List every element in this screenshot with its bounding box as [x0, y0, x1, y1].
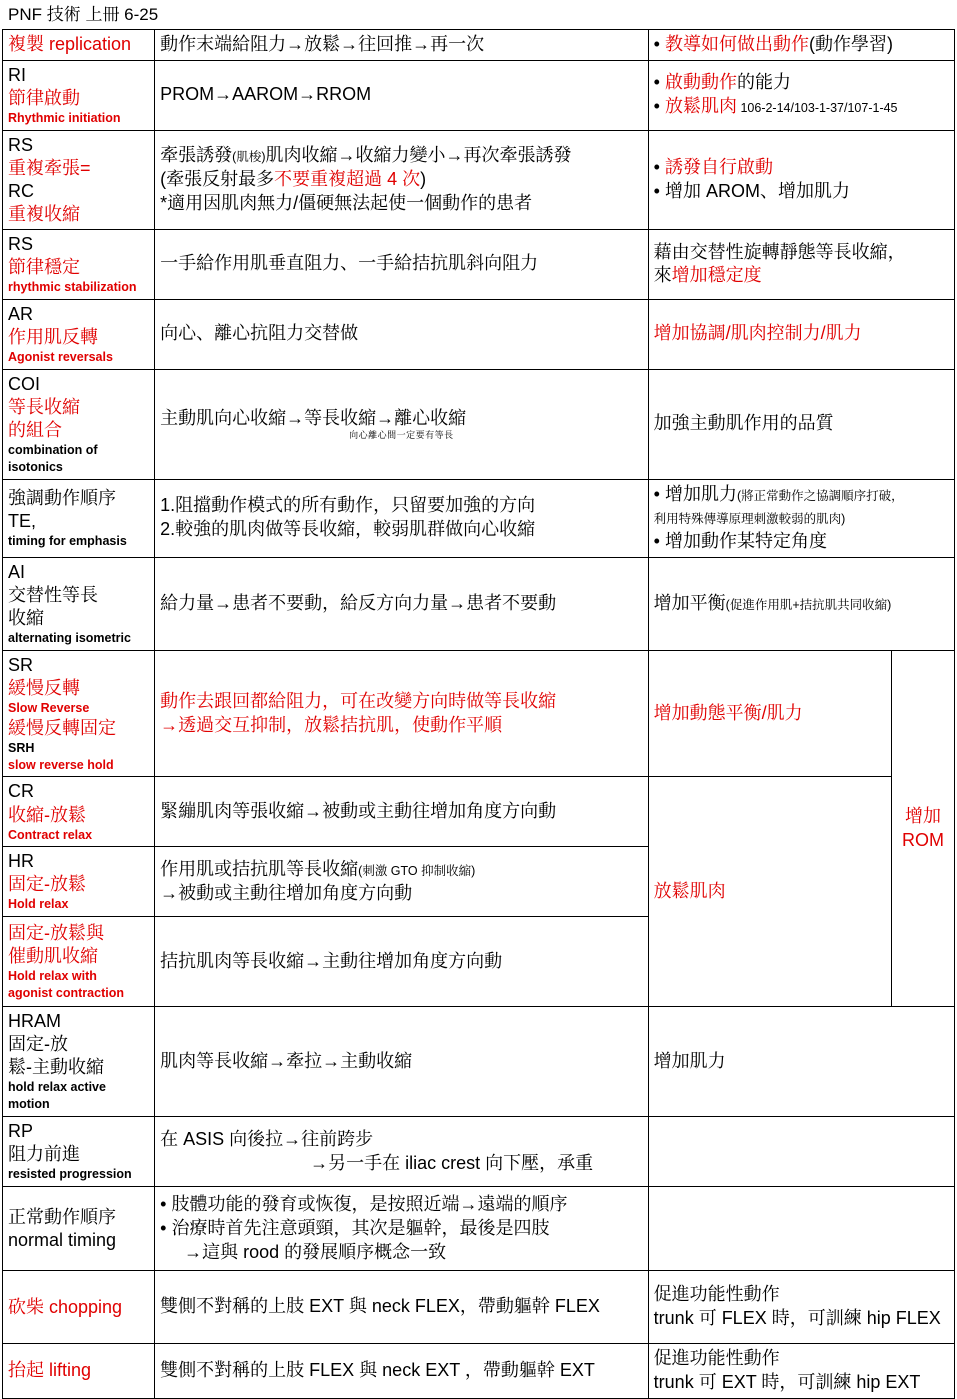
text-run: 給力量→患者不要動，給反方向力量→患者不要動 — [160, 592, 557, 613]
table-row — [3, 557, 955, 650]
term-line: agonist contraction — [8, 985, 124, 1000]
description-cell-lifting — [155, 1344, 649, 1399]
text-run: 誘發自行啟動 — [664, 157, 773, 177]
description-line — [160, 192, 643, 216]
goal-line — [654, 71, 949, 95]
goal-line — [654, 156, 949, 180]
rom-group-cell — [891, 650, 954, 1007]
term-line: 固定-放鬆 — [8, 874, 86, 895]
term-cell-slow-reverse — [3, 650, 155, 777]
term-line: Slow Reverse — [8, 700, 90, 715]
term-line: hold relax active motion — [8, 1080, 106, 1112]
term-cell-chopping — [3, 1271, 155, 1344]
term-line: 緩慢反轉 — [8, 677, 80, 698]
term-line: 阻力前進 — [8, 1144, 80, 1165]
text-run: 治療時首先注意頭頸，其次是軀幹，最後是四肢 — [171, 1217, 550, 1238]
text-run: 肢體功能的發育或恢復，是按照近端→遠端的順序 — [171, 1194, 568, 1214]
text-run: 一手給作用肌垂直阻力、一手給拮抗肌斜向阻力 — [160, 253, 539, 274]
text-run: 增加動作某特定角度 — [664, 531, 827, 552]
text-run: 雙側不對稱的上肢 FLEX 與 neck EXT ，帶動軀幹 EXT — [160, 1360, 595, 1380]
term-line: 砍柴 chopping — [8, 1296, 123, 1317]
term-line: 交替性等長 — [8, 584, 98, 605]
description-cell-replication — [155, 30, 649, 61]
text-run: →這與 rood 的發展順序概念一致 — [184, 1241, 447, 1262]
text-run: 增加協調/肌肉控制力/肌力 — [653, 323, 862, 344]
term-line: Hold relax with — [8, 969, 97, 983]
text-run: 教導如何做出動作 — [664, 34, 809, 54]
goal-line — [654, 530, 949, 554]
term-line: SR — [8, 654, 34, 675]
term-cell-repeated-stretch — [3, 130, 155, 229]
text-run: 牽張誘發 — [160, 145, 233, 166]
term-cell-alternating-isometric — [3, 557, 155, 650]
text-run: 緊繃肌肉等張收縮→被動或主動往增加角度方向動 — [160, 801, 557, 822]
table-row — [3, 130, 955, 229]
goal-cell-alternating-isometric — [648, 557, 954, 650]
description-cell-resisted-progression — [155, 1117, 649, 1187]
text-run: ) — [420, 168, 427, 189]
description-cell-hold-relax-with-agonist-contraction — [155, 917, 649, 1007]
text-run: (刺激 GTO 抑制收縮) — [358, 864, 476, 879]
term-cell-hold-relax-with-agonist-contraction — [3, 917, 155, 1007]
term-line: AI — [8, 561, 26, 582]
text-run: 向心、離心抗阻力交替做 — [160, 323, 359, 344]
description-line — [160, 322, 643, 346]
term-line: 節律穩定 — [8, 256, 80, 277]
table-row — [3, 229, 955, 299]
goal-cell-repeated-stretch — [648, 130, 954, 229]
text-run: →透過交互抑制，放鬆拮抗肌，使動作平順 — [160, 714, 503, 735]
term-line: 緩慢反轉固定 — [8, 717, 116, 738]
term-line: normal timing — [8, 1229, 117, 1250]
text-run: 的能力 — [736, 72, 791, 93]
term-line: 節律啟動 — [8, 87, 80, 108]
table-row — [3, 650, 955, 777]
table-body — [3, 30, 955, 1399]
text-run: 加強主動肌作用的品質 — [653, 413, 834, 434]
text-run: 在 ASIS 向後拉→往前跨步 — [160, 1128, 374, 1149]
text-run: 增加平衡 — [653, 592, 726, 613]
term-line: slow reverse hold — [8, 757, 114, 772]
term-line: combination of isotonics — [8, 442, 98, 474]
text-run: 不要重複超過 4 次 — [274, 168, 421, 189]
text-run: 促進功能性動作 — [653, 1348, 780, 1369]
description-cell-rhythmic-initiation — [155, 60, 649, 130]
rom-label-line1: 增加 — [904, 805, 941, 826]
term-line: RP — [8, 1121, 34, 1142]
text-run: (肌梭) — [232, 150, 266, 165]
text-run: *適用因肌肉無力/僵硬無法起使一個動作的患者 — [160, 192, 533, 213]
goal-cell-agonist-reversals — [648, 299, 954, 369]
description-line — [160, 83, 643, 107]
text-run: 來 — [653, 265, 672, 286]
description-cell-alternating-isometric — [155, 557, 649, 650]
goal-cell-combination-of-isotonics — [648, 369, 954, 479]
goal-cell-lifting — [648, 1344, 954, 1399]
description-line — [160, 252, 643, 276]
goal-line — [654, 506, 949, 530]
text-run: 增加 AROM、增加肌力 — [664, 180, 850, 201]
term-line: CR — [8, 781, 34, 802]
description-line — [160, 714, 643, 738]
term-line: RS — [8, 134, 34, 155]
goal-line — [654, 33, 949, 57]
text-run: 增加穩定度 — [671, 265, 762, 286]
goal-cell-hold-relax-active-motion — [648, 1007, 954, 1117]
goal-line — [654, 1283, 949, 1307]
text-run: 增加肌力 — [653, 1050, 726, 1071]
term-line: Contract relax — [8, 827, 93, 842]
term-line: HR — [8, 851, 34, 872]
description-line — [160, 950, 643, 974]
goal-line — [654, 702, 886, 726]
table-row — [3, 1344, 955, 1399]
term-line: 強調動作順序 — [8, 487, 116, 508]
goal-line — [654, 180, 949, 204]
text-run: 藉由交替性旋轉靜態等長收縮， — [653, 241, 906, 262]
text-run: 雙側不對稱的上肢 EXT 與 neck FLEX，帶動軀幹 FLEX — [160, 1296, 600, 1317]
description-line — [160, 1241, 643, 1265]
table-row — [3, 777, 955, 847]
description-line — [160, 592, 643, 616]
table-row — [3, 1117, 955, 1187]
table-row — [3, 299, 955, 369]
description-cell-repeated-stretch — [155, 130, 649, 229]
goal-line — [654, 483, 949, 507]
goal-cell-rhythmic-initiation — [648, 60, 954, 130]
goal-line — [654, 1050, 949, 1074]
text-run: 增加肌力 — [664, 483, 737, 504]
term-line: Rhythmic initiation — [8, 110, 121, 125]
term-line: 收縮 — [8, 607, 44, 628]
description-line — [160, 168, 643, 192]
term-line: alternating isometric — [8, 630, 131, 645]
term-line: RI — [8, 64, 26, 85]
description-line — [160, 430, 643, 441]
term-line: 重複牽張= — [8, 157, 91, 178]
term-line: 鬆-主動收縮 — [8, 1057, 104, 1078]
goal-line — [654, 592, 949, 616]
text-run: PROM→AAROM→RROM — [160, 84, 372, 105]
term-cell-timing-for-emphasis — [3, 479, 155, 557]
term-line: RS — [8, 233, 34, 254]
text-run: 2.較強的肌肉做等長收縮，較弱肌群做向心收縮 — [160, 519, 536, 540]
text-run: 106-2-14/103-1-37/107-1-45 — [736, 101, 898, 116]
text-run: (將正常動作之協調順序打破， — [736, 488, 904, 503]
term-line: 重複收縮 — [8, 203, 80, 224]
description-line — [160, 1193, 643, 1217]
term-cell-combination-of-isotonics — [3, 369, 155, 479]
term-line: resisted progression — [8, 1167, 132, 1182]
term-line: Agonist reversals — [8, 349, 113, 364]
term-line: 收縮-放鬆 — [8, 804, 86, 825]
description-line — [160, 144, 643, 168]
text-run: 促進功能性動作 — [653, 1284, 780, 1305]
term-line: Hold relax — [8, 897, 69, 912]
page-title: PNF 技術 上冊 6-25 — [8, 5, 159, 24]
term-line: 催動肌收縮 — [8, 945, 98, 966]
description-line — [160, 800, 643, 824]
goal-cell-replication — [648, 30, 954, 61]
term-cell-normal-timing — [3, 1187, 155, 1271]
description-line — [160, 518, 643, 542]
table-row — [3, 369, 955, 479]
text-run: 1.阻擋動作模式的所有動作，只留要加強的方向 — [160, 495, 536, 516]
term-line: 固定-放 — [8, 1034, 68, 1055]
term-line: rhythmic stabilization — [8, 279, 137, 294]
goal-line — [654, 241, 949, 265]
goal-cell-resisted-progression — [648, 1117, 954, 1187]
description-line — [160, 690, 643, 714]
description-line — [160, 494, 643, 518]
text-run: 動作末端給阻力→放鬆→往回推→再一次 — [160, 34, 485, 54]
description-cell-hold-relax-active-motion — [155, 1007, 649, 1117]
description-line — [160, 1295, 643, 1319]
term-cell-agonist-reversals — [3, 299, 155, 369]
term-line: 固定-放鬆與 — [8, 922, 104, 943]
description-cell-combination-of-isotonics — [155, 369, 649, 479]
goal-cell-chopping — [648, 1271, 954, 1344]
text-run: 肌肉收縮→收縮力變小→再次牽張誘發 — [265, 145, 572, 166]
text-run: →被動或主動往增加角度方向動 — [160, 882, 413, 903]
term-line: 抬起 lifting — [8, 1360, 92, 1381]
rom-label-line2: ROM — [901, 829, 944, 850]
term-line: 正常動作順序 — [8, 1206, 116, 1227]
table-row — [3, 1271, 955, 1344]
goal-cell-relax-muscle-group — [648, 777, 891, 1007]
term-line: COI — [8, 373, 41, 394]
goal-cell-timing-for-emphasis — [648, 479, 954, 557]
description-cell-slow-reverse — [155, 650, 649, 777]
term-cell-rhythmic-initiation — [3, 60, 155, 130]
text-run: 主動肌向心收縮→等長收縮→離心收縮 — [160, 408, 467, 429]
term-cell-hold-relax-active-motion — [3, 1007, 155, 1117]
table-row — [3, 30, 955, 61]
description-cell-contract-relax — [155, 777, 649, 847]
table-row — [3, 1007, 955, 1117]
description-line — [160, 1359, 643, 1383]
term-line: 作用肌反轉 — [8, 326, 98, 347]
description-cell-rhythmic-stabilization — [155, 229, 649, 299]
text-run: 動作去跟回都給阻力，可在改變方向時做等長收縮 — [160, 690, 557, 711]
term-line: 複製 replication — [8, 34, 132, 55]
term-line: TE, — [8, 510, 37, 531]
term-cell-replication — [3, 30, 155, 61]
goal-line: 放鬆肌肉 — [653, 881, 726, 902]
description-line — [160, 1050, 643, 1074]
goal-cell-slow-reverse — [648, 650, 891, 777]
goal-cell-normal-timing — [648, 1187, 954, 1271]
table-row — [3, 479, 955, 557]
text-run: 向心離心間一定要有等長 — [349, 430, 454, 441]
term-line: HRAM — [8, 1011, 61, 1032]
table-row — [3, 60, 955, 130]
text-run: trunk 可 FLEX 時，可訓練 hip FLEX — [653, 1308, 941, 1329]
goal-cell-rhythmic-stabilization — [648, 229, 954, 299]
text-run: (促進作用肌+拮抗肌共同收縮) — [725, 597, 892, 612]
text-run: 肌肉等長收縮→牽拉→主動收縮 — [160, 1050, 413, 1071]
term-cell-contract-relax — [3, 777, 155, 847]
description-cell-agonist-reversals — [155, 299, 649, 369]
term-cell-resisted-progression — [3, 1117, 155, 1187]
text-run: 利用特殊傳導原理刺激較弱的肌肉) — [653, 512, 846, 527]
goal-line — [654, 95, 949, 119]
term-line: SRH — [8, 740, 35, 755]
table-row — [3, 1187, 955, 1271]
text-run: 放鬆肌肉 — [664, 96, 737, 117]
description-cell-hold-relax — [155, 847, 649, 917]
description-line — [160, 33, 643, 57]
term-cell-rhythmic-stabilization — [3, 229, 155, 299]
text-run: 作用肌或拮抗肌等長收縮 — [160, 859, 359, 880]
text-run: 啟動動作 — [664, 72, 737, 93]
term-line: 等長收縮 — [8, 396, 80, 417]
text-run: (動作學習) — [808, 34, 893, 54]
term-line: AR — [8, 303, 34, 324]
goal-line — [654, 412, 949, 436]
description-cell-chopping — [155, 1271, 649, 1344]
term-line: timing for emphasis — [8, 533, 127, 548]
text-run: 拮抗肌肉等長收縮→主動往增加角度方向動 — [160, 950, 503, 971]
description-cell-normal-timing — [155, 1187, 649, 1271]
description-line — [160, 882, 643, 906]
goal-line — [654, 264, 949, 288]
description-cell-timing-for-emphasis — [155, 479, 649, 557]
text-run: 增加動態平衡/肌力 — [653, 702, 803, 723]
term-line: RC — [8, 180, 34, 201]
description-line — [160, 858, 643, 882]
pnf-technique-table — [2, 29, 955, 1399]
text-run: →另一手在 iliac crest 向下壓，承重 — [310, 1152, 594, 1173]
description-line — [160, 407, 643, 431]
description-line — [160, 1152, 643, 1176]
term-cell-hold-relax — [3, 847, 155, 917]
text-run: (牽張反射最多 — [160, 168, 275, 189]
description-line — [160, 1217, 643, 1241]
goal-line — [654, 322, 949, 346]
description-line — [160, 1128, 643, 1152]
text-run: trunk 可 EXT 時，可訓練 hip EXT — [653, 1371, 921, 1392]
goal-line — [654, 1347, 949, 1371]
goal-line — [654, 1307, 949, 1331]
term-cell-lifting — [3, 1344, 155, 1399]
goal-line — [654, 1371, 949, 1395]
term-line: 的組合 — [8, 419, 62, 440]
